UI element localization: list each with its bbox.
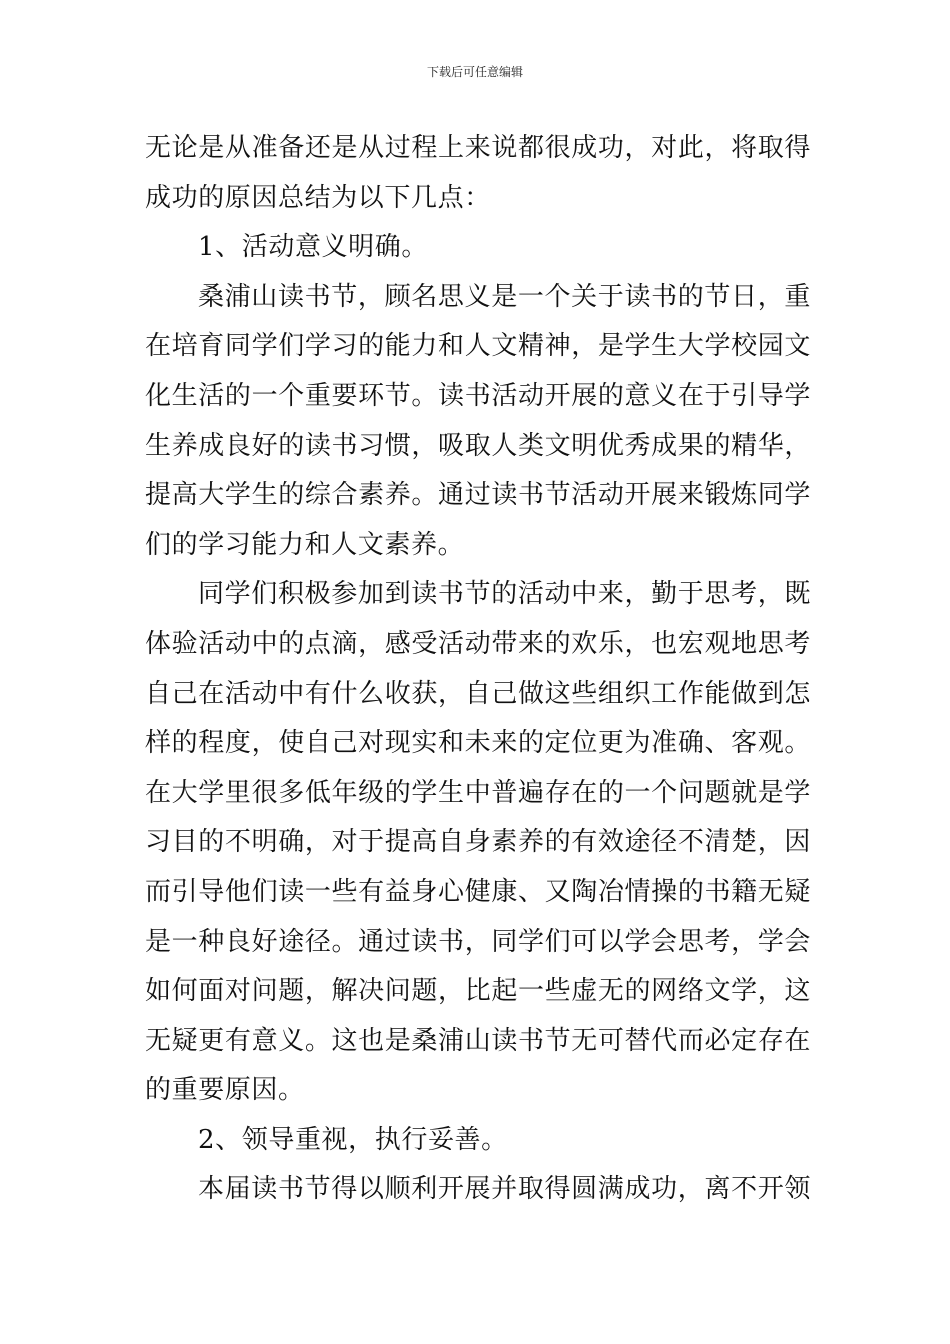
text-line: 无疑更有意义。这也是桑浦山读书节无可替代而必定存在 xyxy=(145,1025,811,1056)
document-body xyxy=(145,124,811,1215)
text-line: 桑浦山读书节，顾名思义是一个关于读书的节日，重 xyxy=(198,281,811,312)
text-line: 的重要原因。 xyxy=(145,1075,305,1106)
section-heading: 2、领导重视，执行妥善。 xyxy=(198,1124,508,1155)
section-heading: 1、活动意义明确。 xyxy=(198,232,428,263)
text-line: 是一种良好途径。通过读书，同学们可以学会思考，学会 xyxy=(145,926,811,957)
text-line: 提高大学生的综合素养。通过读书节活动开展来锻炼同学 xyxy=(145,480,811,511)
text-line: 自己在活动中有什么收获，自己做这些组织工作能做到怎 xyxy=(145,678,811,709)
text-line: 同学们积极参加到读书节的活动中来，勤于思考，既 xyxy=(198,579,811,610)
text-line: 化生活的一个重要环节。读书活动开展的意义在于引导学 xyxy=(145,380,811,411)
text-line: 在培育同学们学习的能力和人文精神，是学生大学校园文 xyxy=(145,331,811,362)
text-line: 无论是从准备还是从过程上来说都很成功，对此，将取得 xyxy=(145,133,811,163)
text-line: 在大学里很多低年级的学生中普遍存在的一个问题就是学 xyxy=(145,777,811,808)
text-line: 习目的不明确，对于提高自身素养的有效途径不清楚，因 xyxy=(145,827,811,858)
text-line: 体验活动中的点滴，感受活动带来的欢乐，也宏观地思考 xyxy=(145,628,811,659)
text-line: 如何面对问题，解决问题，比起一些虚无的网络文学，这 xyxy=(145,976,811,1007)
text-line: 本届读书节得以顺利开展并取得圆满成功，离不开领 xyxy=(198,1174,811,1205)
text-line: 样的程度，使自己对现实和未来的定位更为准确、客观。 xyxy=(145,728,811,759)
text-line: 成功的原因总结为以下几点： xyxy=(145,182,491,213)
text-line: 生养成良好的读书习惯，吸取人类文明优秀成果的精华， xyxy=(145,430,811,461)
text-line: 们的学习能力和人文素养。 xyxy=(145,529,465,560)
page-header: 下载后可任意编辑 xyxy=(426,65,523,79)
text-line: 而引导他们读一些有益身心健康、又陶冶情操的书籍无疑 xyxy=(145,876,811,907)
